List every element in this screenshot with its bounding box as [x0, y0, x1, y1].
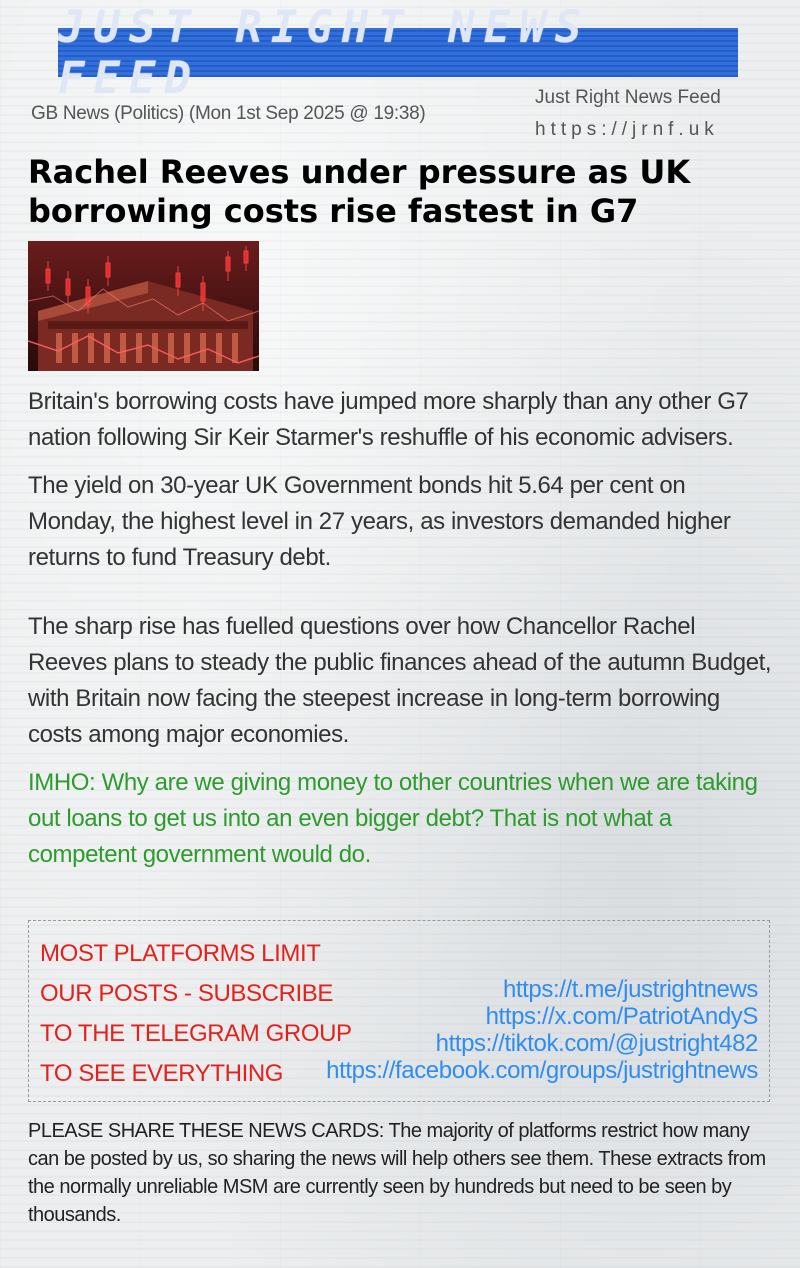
share-notice: PLEASE SHARE THESE NEWS CARDS: The majority of platforms restrict how many can be posted by us, so sharing the news will help others see them. These extracts from the normally unreliable MSM are currently seen by hundreds but need to be seen by thousands. — [28, 1120, 766, 1226]
paragraph: The sharp rise has fuelled questions over how Chancellor Rachel Reeves plans to steady the public finances ahead of the autumn Budget, with Britain now facing the steepest increase in long-term borrowing costs among major economies. — [28, 613, 772, 748]
facebook-link[interactable]: https://facebook.com/groups/justrightnews — [326, 1057, 758, 1084]
article-body — [28, 384, 778, 885]
opinion-paragraph: IMHO: Why are we giving money to other countries when we are taking out loans to get us into an even bigger debt? That is not what a competent government would do. — [28, 769, 758, 868]
tiktok-link[interactable]: https://tiktok.com/@justright482 — [435, 1030, 758, 1057]
site-banner — [58, 1, 738, 104]
article-headline: Rachel Reeves under pressure as UK borrowing costs rise fastest in G7 — [28, 153, 691, 230]
cta-line: TO SEE EVERYTHING — [40, 1060, 284, 1087]
cta-line: MOST PLATFORMS LIMIT — [40, 940, 321, 967]
paragraph: Britain's borrowing costs have jumped more sharply than any other G7 nation following Sir Keir Starmer's reshuffle of his economic advisers. — [28, 388, 749, 451]
source-line: GB News (Politics) (Mon 1st Sep 2025 @ 19:38) — [31, 103, 426, 124]
banner-title: JUST RIGHT NEWS FEED — [58, 1, 591, 104]
cta-line: TO THE TELEGRAM GROUP — [40, 1020, 352, 1047]
paragraph: The yield on 30-year UK Government bonds hit 5.64 per cent on Monday, the highest level in 27 years, as investors demanded higher returns to fund Treasury debt. — [28, 472, 731, 571]
subscribe-cta — [40, 934, 352, 1094]
social-links — [326, 976, 758, 1084]
cta-line: OUR POSTS - SUBSCRIBE — [40, 980, 333, 1007]
telegram-link[interactable]: https://t.me/justrightnews — [502, 976, 758, 1003]
x-link[interactable]: https://x.com/PatriotAndyS — [485, 1003, 758, 1030]
brand-url[interactable]: https://jrnf.uk — [535, 119, 719, 140]
subscribe-box — [28, 920, 770, 1102]
article-image — [28, 241, 259, 371]
brand-name: Just Right News Feed — [535, 87, 721, 108]
